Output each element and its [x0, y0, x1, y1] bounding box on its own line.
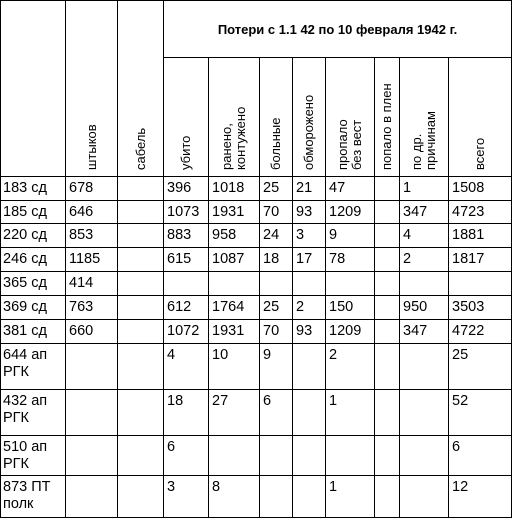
cell-total: 12 [449, 476, 512, 518]
cell-frostbitten [293, 436, 326, 476]
cell-sabres [118, 344, 164, 390]
cell-bayonets: 646 [66, 201, 118, 224]
cell-captured [375, 390, 400, 436]
cell-sick: 70 [260, 201, 293, 224]
cell-captured [375, 224, 400, 248]
cell-frostbitten [293, 344, 326, 390]
cell-captured [375, 344, 400, 390]
cell-total: 52 [449, 390, 512, 436]
cell-total [449, 272, 512, 296]
cell-frostbitten: 93 [293, 201, 326, 224]
header-frostbitten: обморожено [293, 58, 326, 177]
table-row [1, 201, 512, 224]
cell-missing: 150 [326, 296, 375, 320]
table-row [1, 177, 512, 201]
cell-sabres [118, 272, 164, 296]
cell-missing [326, 272, 375, 296]
cell-wounded: 1764 [209, 296, 260, 320]
table-row [1, 272, 512, 296]
cell-killed: 6 [164, 436, 209, 476]
table-row [1, 224, 512, 248]
cell-frostbitten: 3 [293, 224, 326, 248]
header-captured: попало в плен [375, 58, 400, 177]
cell-bayonets [66, 390, 118, 436]
cell-unit: 510 ап РГК [1, 436, 66, 476]
cell-killed: 396 [164, 177, 209, 201]
cell-total: 25 [449, 344, 512, 390]
cell-frostbitten: 21 [293, 177, 326, 201]
cell-bayonets: 414 [66, 272, 118, 296]
cell-sick: 18 [260, 248, 293, 272]
cell-unit: 183 сд [1, 177, 66, 201]
table-body [1, 177, 512, 518]
cell-frostbitten [293, 390, 326, 436]
cell-wounded: 1931 [209, 201, 260, 224]
table-row [1, 476, 512, 518]
cell-missing: 1209 [326, 320, 375, 344]
cell-sick [260, 272, 293, 296]
cell-unit: 246 сд [1, 248, 66, 272]
cell-sick: 25 [260, 177, 293, 201]
cell-captured [375, 476, 400, 518]
cell-captured [375, 272, 400, 296]
cell-unit: 185 сд [1, 201, 66, 224]
cell-captured [375, 248, 400, 272]
table-row [1, 436, 512, 476]
cell-sabres [118, 248, 164, 272]
cell-frostbitten: 17 [293, 248, 326, 272]
cell-captured [375, 177, 400, 201]
cell-sabres [118, 320, 164, 344]
table-row [1, 344, 512, 390]
cell-killed: 1072 [164, 320, 209, 344]
header-total: всего [449, 58, 512, 177]
cell-frostbitten: 93 [293, 320, 326, 344]
table-row [1, 296, 512, 320]
cell-total: 1508 [449, 177, 512, 201]
cell-wounded: 1087 [209, 248, 260, 272]
cell-sick: 6 [260, 390, 293, 436]
cell-wounded: 27 [209, 390, 260, 436]
cell-killed: 612 [164, 296, 209, 320]
header-other-causes: по др. причинам [400, 58, 449, 177]
header-wounded: ранено, контужено [209, 58, 260, 177]
table-row [1, 390, 512, 436]
cell-other-causes [400, 344, 449, 390]
cell-bayonets: 763 [66, 296, 118, 320]
cell-unit: 644 ап РГК [1, 344, 66, 390]
header-bayonets: штыков [66, 1, 118, 177]
cell-missing: 1209 [326, 201, 375, 224]
cell-captured [375, 296, 400, 320]
cell-killed: 1073 [164, 201, 209, 224]
cell-sabres [118, 390, 164, 436]
table-title: Потери с 1.1 42 по 10 февраля 1942 г. [164, 1, 512, 58]
cell-killed: 883 [164, 224, 209, 248]
header-killed: убито [164, 58, 209, 177]
header-sabres: сабель [118, 1, 164, 177]
cell-total: 1881 [449, 224, 512, 248]
cell-missing: 1 [326, 390, 375, 436]
cell-unit: 365 сд [1, 272, 66, 296]
cell-bayonets: 1185 [66, 248, 118, 272]
cell-unit: 220 сд [1, 224, 66, 248]
cell-total: 3503 [449, 296, 512, 320]
cell-sabres [118, 296, 164, 320]
cell-other-causes [400, 272, 449, 296]
header-sick: больные [260, 58, 293, 177]
table-row [1, 320, 512, 344]
cell-wounded: 10 [209, 344, 260, 390]
cell-other-causes: 347 [400, 320, 449, 344]
cell-other-causes [400, 476, 449, 518]
cell-sabres [118, 177, 164, 201]
cell-total: 4722 [449, 320, 512, 344]
cell-bayonets [66, 476, 118, 518]
cell-sabres [118, 201, 164, 224]
cell-wounded: 1018 [209, 177, 260, 201]
cell-sick: 24 [260, 224, 293, 248]
table-row [1, 248, 512, 272]
cell-sick: 9 [260, 344, 293, 390]
cell-frostbitten [293, 272, 326, 296]
cell-other-causes: 1 [400, 177, 449, 201]
cell-wounded: 8 [209, 476, 260, 518]
cell-bayonets [66, 344, 118, 390]
cell-total: 1817 [449, 248, 512, 272]
cell-killed: 18 [164, 390, 209, 436]
cell-total: 4723 [449, 201, 512, 224]
cell-other-causes: 4 [400, 224, 449, 248]
header-row-top [1, 1, 512, 58]
cell-bayonets: 678 [66, 177, 118, 201]
cell-frostbitten: 2 [293, 296, 326, 320]
cell-missing: 2 [326, 344, 375, 390]
cell-missing [326, 436, 375, 476]
cell-sick: 70 [260, 320, 293, 344]
cell-sick: 25 [260, 296, 293, 320]
cell-killed: 3 [164, 476, 209, 518]
cell-missing: 47 [326, 177, 375, 201]
cell-other-causes [400, 390, 449, 436]
cell-sabres [118, 476, 164, 518]
cell-bayonets: 853 [66, 224, 118, 248]
cell-total: 6 [449, 436, 512, 476]
cell-killed [164, 272, 209, 296]
cell-sabres [118, 224, 164, 248]
cell-unit: 381 сд [1, 320, 66, 344]
cell-unit: 873 ПТ полк [1, 476, 66, 518]
cell-other-causes: 2 [400, 248, 449, 272]
cell-captured [375, 436, 400, 476]
cell-other-causes: 347 [400, 201, 449, 224]
cell-other-causes: 950 [400, 296, 449, 320]
cell-wounded: 1931 [209, 320, 260, 344]
cell-bayonets [66, 436, 118, 476]
cell-unit: 369 сд [1, 296, 66, 320]
cell-bayonets: 660 [66, 320, 118, 344]
cell-sabres [118, 436, 164, 476]
cell-captured [375, 201, 400, 224]
cell-sick [260, 476, 293, 518]
cell-killed: 615 [164, 248, 209, 272]
cell-wounded: 958 [209, 224, 260, 248]
cell-killed: 4 [164, 344, 209, 390]
cell-wounded [209, 436, 260, 476]
cell-missing: 78 [326, 248, 375, 272]
corner-cell [1, 1, 66, 177]
cell-sick [260, 436, 293, 476]
cell-frostbitten [293, 476, 326, 518]
header-missing: пропало без вест [326, 58, 375, 177]
cell-missing: 1 [326, 476, 375, 518]
cell-unit: 432 ап РГК [1, 390, 66, 436]
cell-other-causes [400, 436, 449, 476]
cell-wounded [209, 272, 260, 296]
cell-missing: 9 [326, 224, 375, 248]
cell-captured [375, 320, 400, 344]
